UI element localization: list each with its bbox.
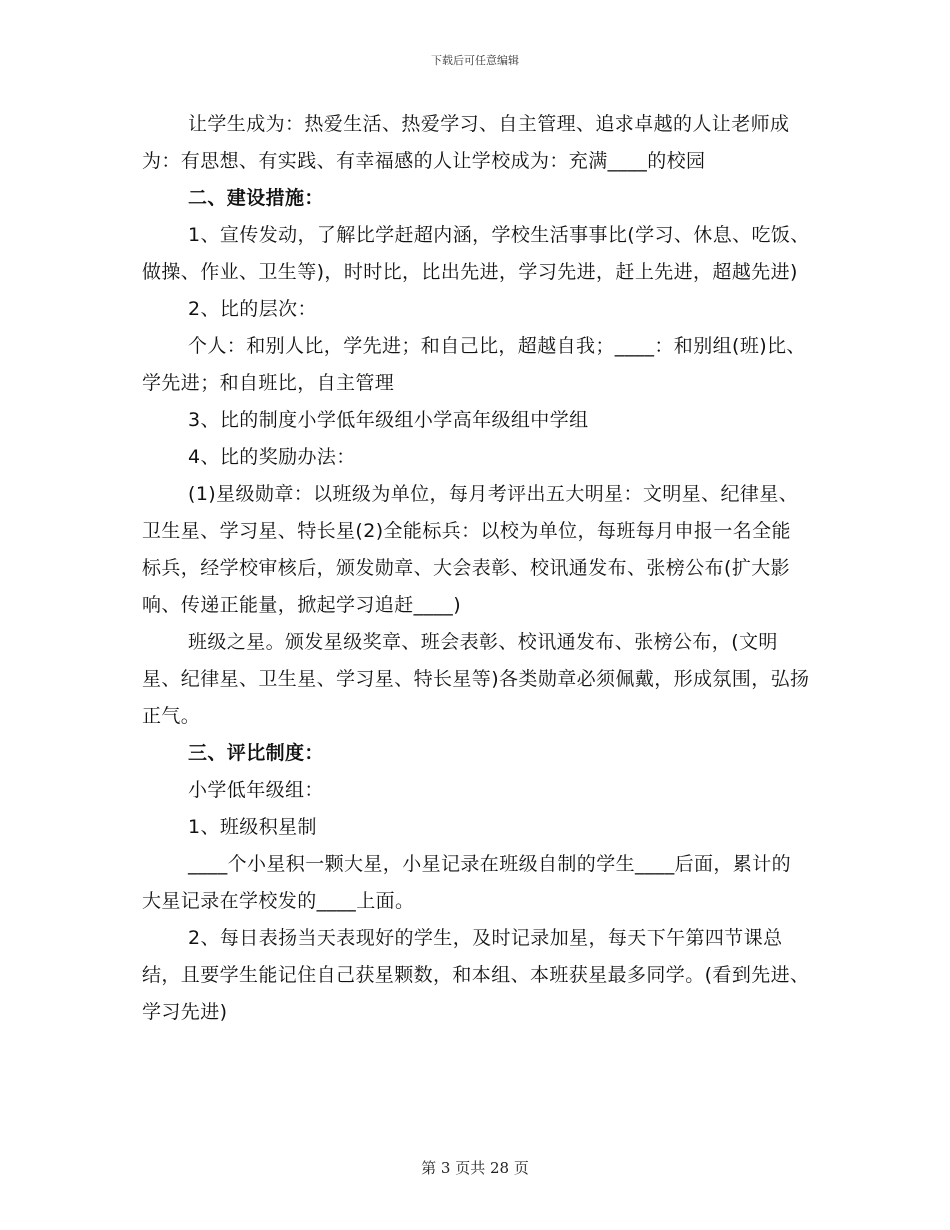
document-body	[142, 106, 810, 1031]
section-heading-evaluation: 三、评比制度：	[188, 742, 324, 764]
paragraph-daily-praise: 2、每日表扬当天表现好的学生，及时记录加星，每天下午第四节课总结，且要学生能记住自己获星颗数，和本组、本班获星最多同学。(看到先进、学习先进)	[142, 927, 810, 1023]
paragraph-rewards-heading: 4、比的奖励办法：	[188, 446, 356, 468]
paragraph-goals: 让学生成为：热爱生活、热爱学习、自主管理、追求卓越的人让老师成为：有思想、有实践、有幸福感的人让学校成为：充满____的校园	[142, 113, 790, 172]
paragraph-system: 3、比的制度小学低年级组小学高年级组中学组	[188, 409, 589, 431]
paragraph-star-system: 1、班级积星制	[188, 816, 317, 838]
page-header: 下载后可任意编辑	[431, 54, 519, 67]
paragraph-levels-heading: 2、比的层次：	[188, 298, 317, 320]
paragraph-levels: 个人：和别人比，学先进；和自己比，超越自我；____：和别组(班)比、学先进；和自班比，自主管理	[142, 335, 806, 394]
paragraph-rewards: (1)星级勋章：以班级为单位，每月考评出五大明星：文明星、纪律星、卫生星、学习星、特长星(2)全能标兵：以校为单位，每班每月申报一名全能标兵，经学校审核后，颁发勋章、大会表彰、校讯通发布、张榜公布(扩大影响、传递正能量，掀起学习追赶____)	[142, 483, 799, 616]
paragraph-class-star: 班级之星。颁发星级奖章、班会表彰、校讯通发布、张榜公布，(文明星、纪律星、卫生星、学习星、特长星等)各类勋章必须佩戴，形成氛围，弘扬正气。	[142, 631, 810, 727]
paragraph-publicity: 1、宣传发动，了解比学赶超内涵，学校生活事事比(学习、休息、吃饭、做操、作业、卫生等)，时时比，比出先进，学习先进，赶上先进，超越先进)	[142, 224, 810, 283]
paragraph-star-rules: ____个小星积一颗大星，小星记录在班级自制的学生____后面，累计的大星记录在学校发的____上面。	[142, 853, 792, 912]
section-heading-measures: 二、建设措施：	[188, 187, 324, 209]
paragraph-lower-grade: 小学低年级组：	[188, 779, 324, 801]
page-footer: 第 3 页共 28 页	[421, 1159, 529, 1177]
